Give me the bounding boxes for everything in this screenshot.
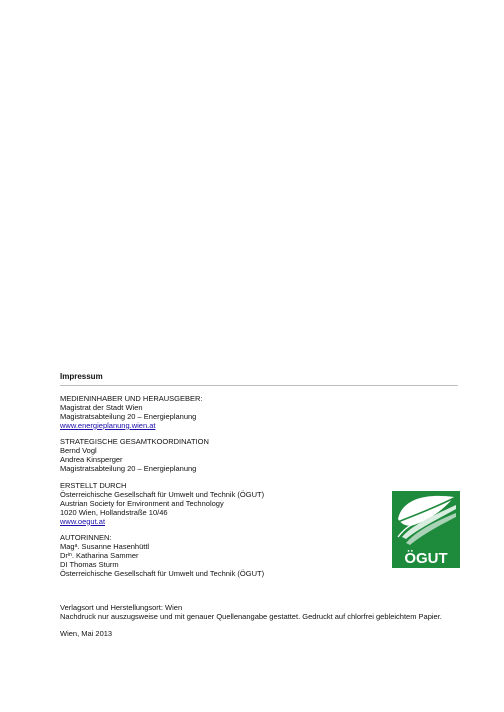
created-by-label: ERSTELLT DURCH	[60, 481, 127, 490]
authors-section	[60, 534, 264, 579]
publisher-line: Magistrat der Stadt Wien	[60, 402, 143, 412]
coordination-line: Andrea Kinsperger	[60, 454, 123, 464]
coordination-section	[60, 438, 209, 474]
oegut-link[interactable]: www.oegut.at	[60, 516, 106, 526]
page-title: Impressum	[60, 372, 103, 381]
created-by-line: 1020 Wien, Hollandstraße 10/46	[60, 507, 168, 517]
publisher-line: Magistratsabteilung 20 – Energieplanung	[60, 411, 197, 421]
coordination-label: STRATEGISCHE GESAMTKOORDINATION	[60, 437, 209, 446]
publication-section	[60, 604, 442, 639]
oegut-logo	[392, 491, 460, 568]
authors-label: AUTORINNEN:	[60, 533, 112, 542]
coordination-line: Magistratsabteilung 20 – Energieplanung	[60, 463, 197, 473]
energieplanung-link[interactable]: www.energieplanung.wien.at	[60, 420, 156, 430]
publisher-section	[60, 395, 203, 431]
publication-date: Wien, Mai 2013	[60, 628, 113, 638]
coordination-line: Bernd Vogl	[60, 445, 97, 455]
author-line: Österreichische Gesellschaft für Umwelt und Technik (ÖGUT)	[60, 568, 265, 578]
reprint-notice: Nachdruck nur auszugsweise und mit genauer Quellenangabe gestattet. Gedruckt auf chlorfrei gebleichtem Papier.	[60, 611, 442, 621]
heading-divider	[60, 385, 458, 386]
author-line: DI Thomas Sturm	[60, 559, 119, 569]
author-line: Mag$^a$. Susanne Hasenhüttl	[60, 541, 150, 551]
created-by-section	[60, 482, 264, 527]
created-by-line: Österreichische Gesellschaft für Umwelt und Technik (ÖGUT)	[60, 489, 265, 499]
logo-text: ÖGUT	[404, 550, 448, 567]
author-line: $Dr^{in}$. Katharina Sammer	[60, 550, 139, 560]
publisher-label: MEDIENINHABER UND HERAUSGEBER:	[60, 394, 203, 403]
created-by-line: Austrian Society for Environment and Technology	[60, 498, 224, 508]
publication-place: Verlagsort und Herstellungsort: Wien	[60, 603, 183, 612]
